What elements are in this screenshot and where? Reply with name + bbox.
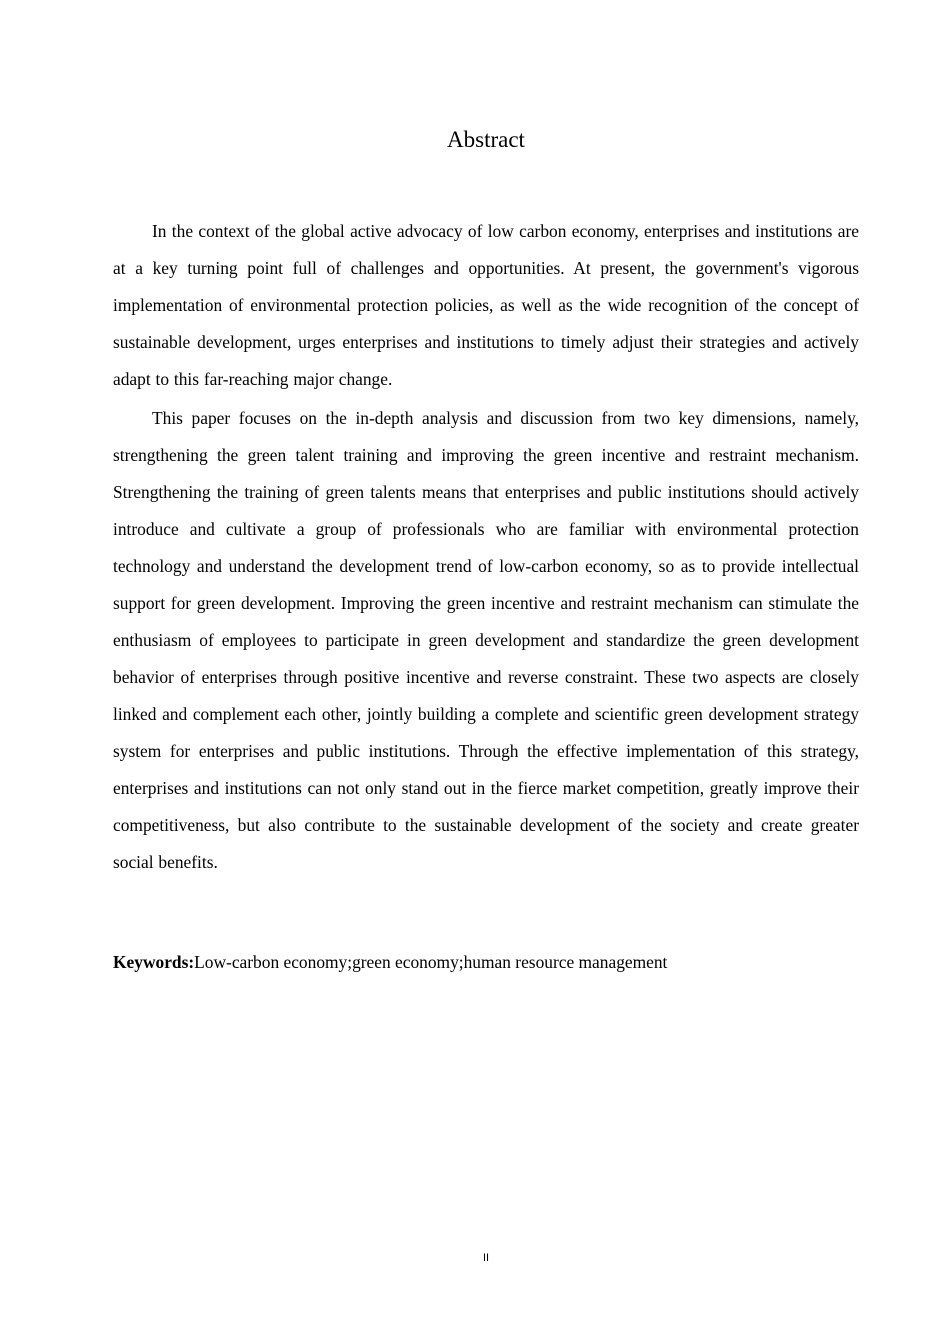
keywords-text: Low-carbon economy;green economy;human resource management — [194, 952, 668, 972]
abstract-title: Abstract — [447, 127, 525, 152]
abstract-body — [113, 213, 859, 883]
abstract-paragraph-2: This paper focuses on the in-depth analysis and discussion from two key dimensions, namely, strengthening the green talent training and improving the green incentive and restraint mechanism. Strengthening the training of green talents means that enterprises and public institutions should actively introduce and cultivate a group of professionals who are familiar with environmental protection technology and understand the development trend of low-carbon economy, so as to provide intellectual support for green development. Improving the green incentive and restraint mechanism can stimulate the enthusiasm of employees to participate in green development and standardize the green development behavior of enterprises through positive incentive and reverse constraint. These two aspects are closely linked and complement each other, jointly building a complete and scientific green development strategy system for enterprises and public institutions. Through the effective implementation of this strategy, enterprises and institutions can not only stand out in the fierce market competition, greatly improve their competitiveness, but also contribute to the sustainable development of the society and create greater social benefits. — [113, 408, 859, 872]
abstract-paragraph-1: In the context of the global active advocacy of low carbon economy, enterprises and institutions are at a key turning point full of challenges and opportunities. At present, the government's vigorous implementation of environmental protection policies, as well as the wide recognition of the concept of sustainable development, urges enterprises and institutions to timely adjust their strategies and actively adapt to this far-reaching major change. — [113, 221, 859, 389]
page-number: II — [482, 1252, 490, 1264]
keywords-label: Keywords: — [113, 952, 195, 972]
keywords-line — [113, 947, 859, 977]
